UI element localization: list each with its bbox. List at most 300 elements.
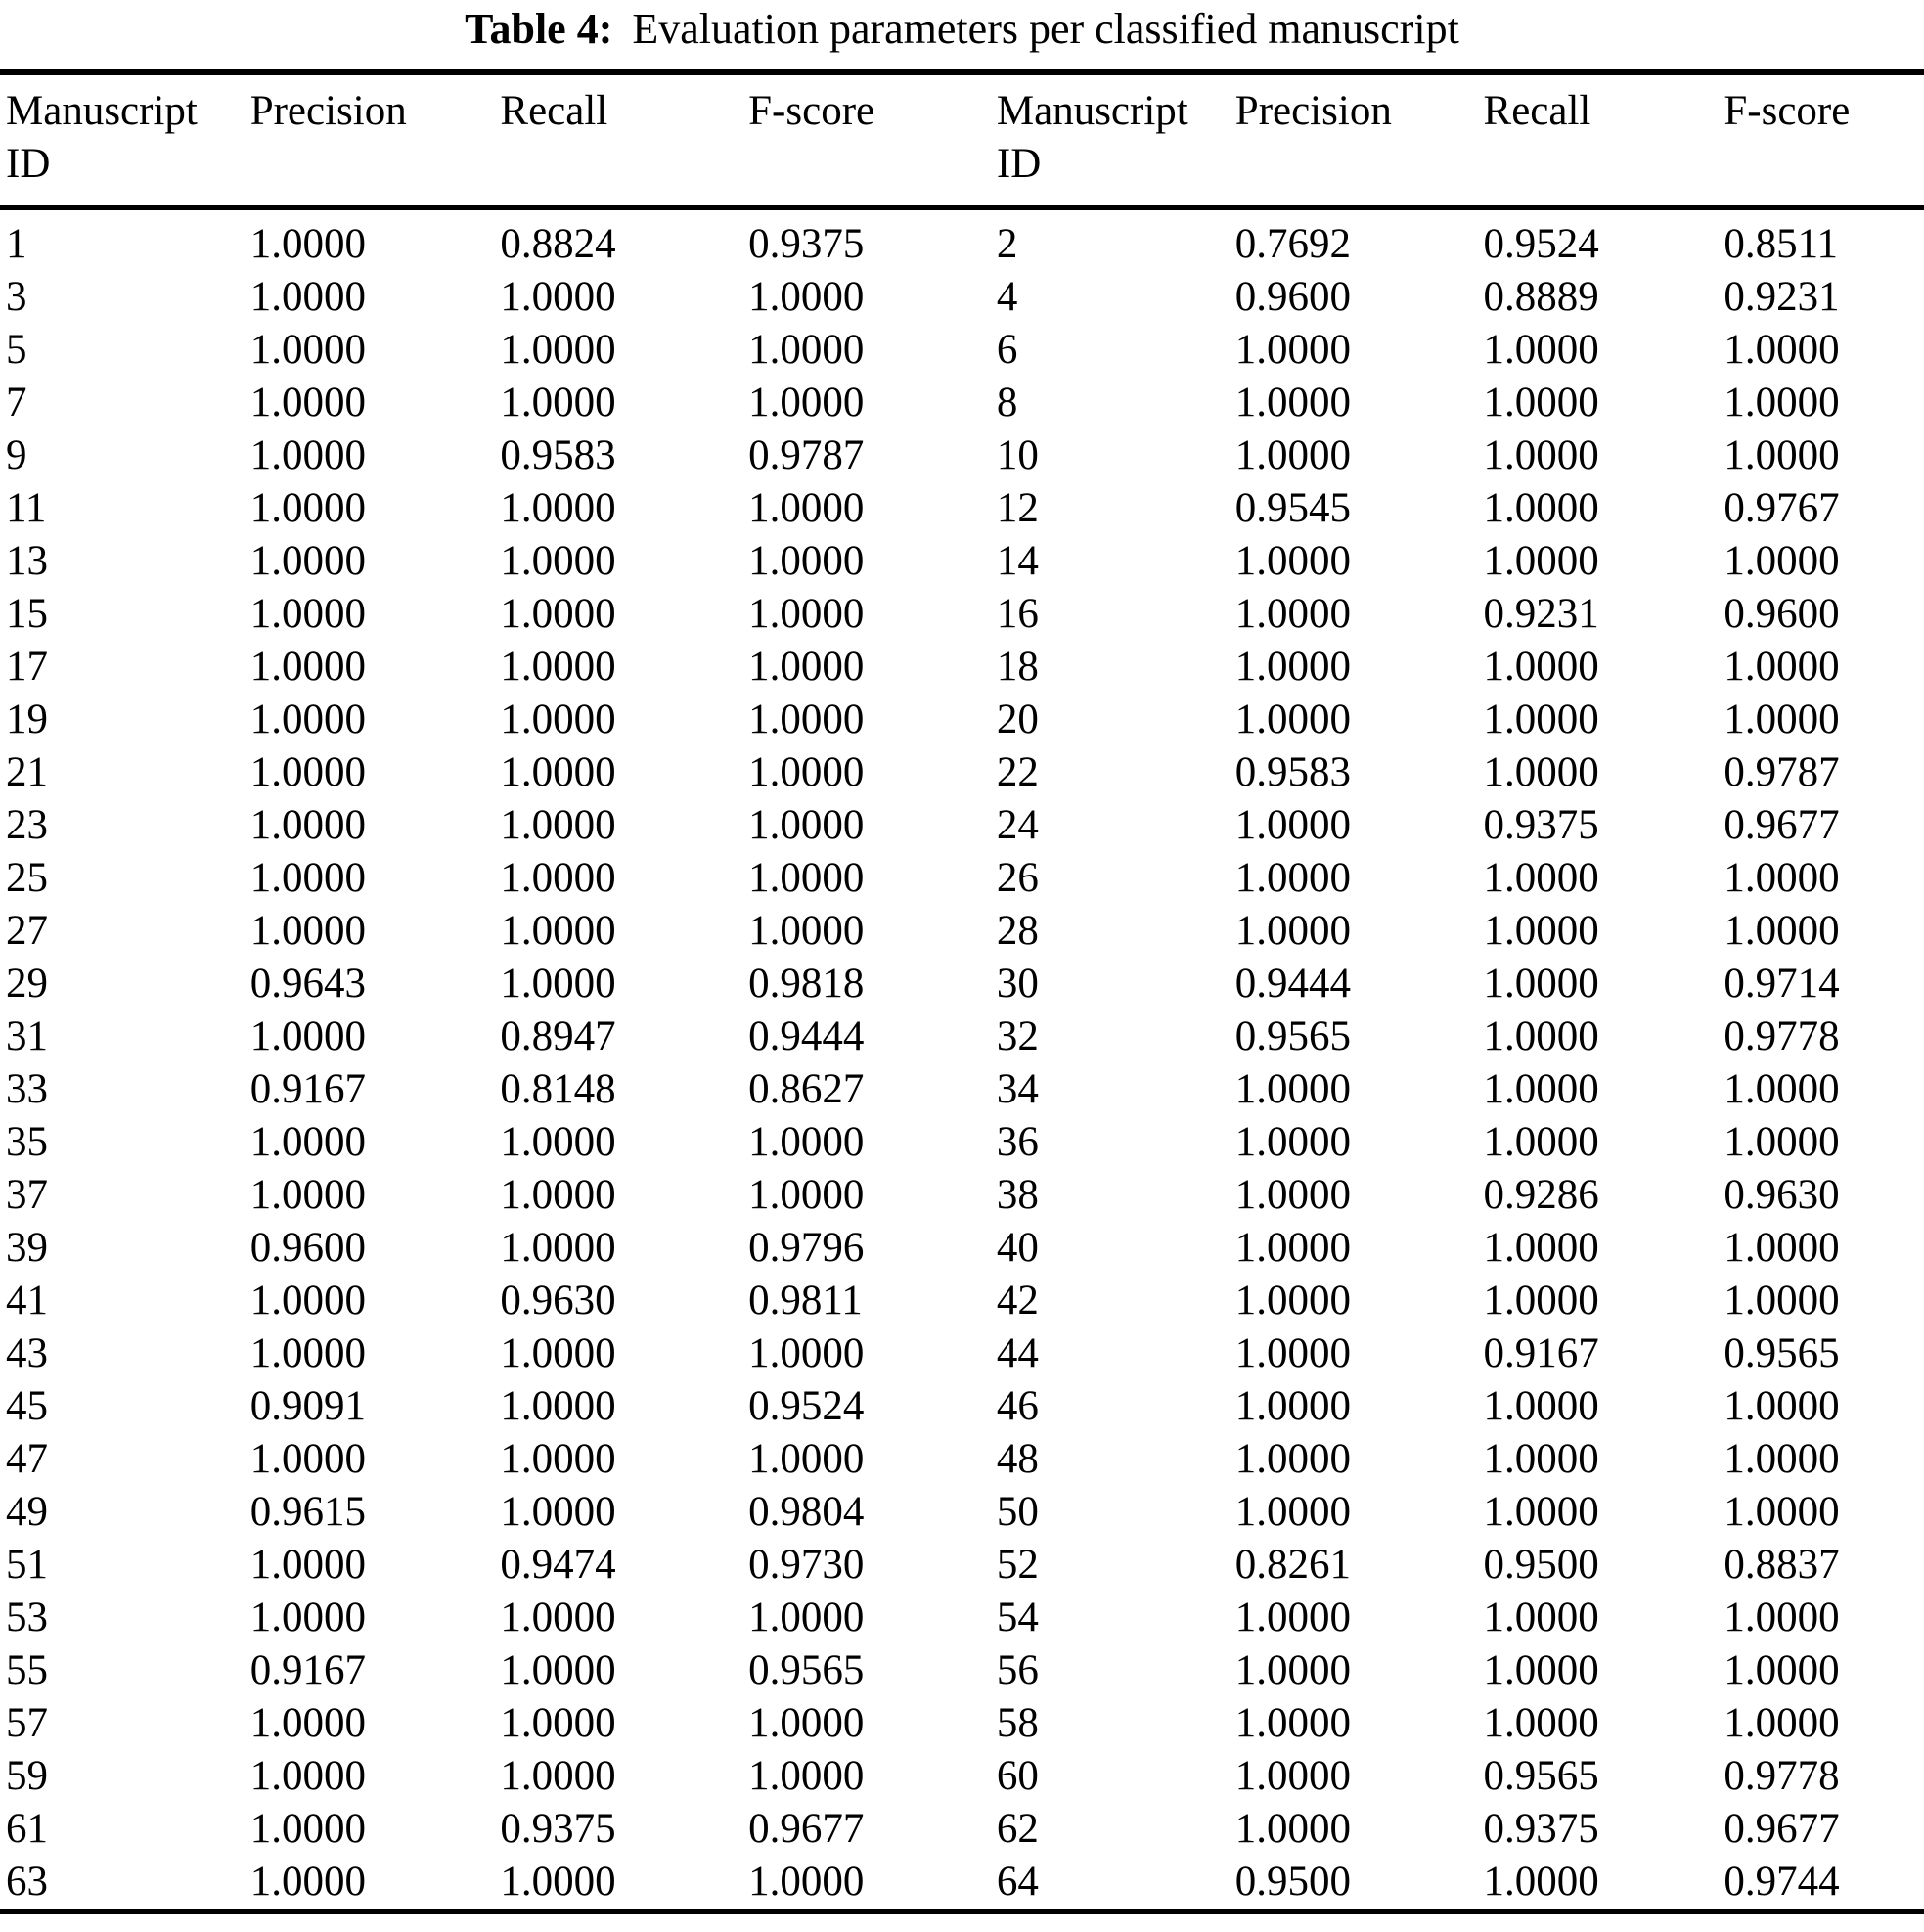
manuscript-id-cell: 23 [6, 802, 48, 849]
precision-cell: 1.0000 [249, 855, 366, 902]
recall-cell: 1.0000 [500, 855, 616, 902]
f-score-cell: 0.9677 [1723, 802, 1840, 849]
manuscript-id-cell: 2 [996, 221, 1018, 268]
recall-cell: 1.0000 [1483, 1278, 1599, 1325]
precision-cell: 1.0000 [249, 1859, 366, 1906]
manuscript-id-cell: 14 [996, 538, 1039, 585]
manuscript-id-cell: 64 [996, 1859, 1039, 1906]
table-row [0, 271, 1924, 324]
recall-cell: 0.8947 [500, 1013, 616, 1060]
f-score-cell: 1.0000 [748, 1436, 865, 1483]
f-score-cell: 1.0000 [748, 1330, 865, 1377]
precision-cell: 1.0000 [1234, 1225, 1352, 1272]
f-score-cell: 1.0000 [1723, 696, 1840, 743]
table-row [0, 746, 1924, 799]
manuscript-id-cell: 62 [996, 1806, 1039, 1853]
precision-cell: 0.9444 [1234, 961, 1352, 1008]
table-row [0, 1169, 1924, 1222]
manuscript-id-cell: 17 [6, 644, 48, 691]
f-score-cell: 1.0000 [1723, 1119, 1840, 1166]
f-score-cell: 1.0000 [1723, 1647, 1840, 1694]
f-score-cell: 1.0000 [1723, 327, 1840, 374]
precision-cell: 0.9565 [1234, 1013, 1352, 1060]
f-score-cell: 1.0000 [748, 644, 865, 691]
manuscript-id-cell: 28 [996, 908, 1039, 955]
manuscript-id-cell: 7 [6, 380, 27, 427]
manuscript-id-cell: 33 [6, 1066, 48, 1113]
manuscript-id-cell: 54 [996, 1595, 1039, 1641]
f-score-cell: 0.9787 [748, 432, 865, 479]
manuscript-id-cell: 18 [996, 644, 1039, 691]
precision-cell: 1.0000 [1234, 1595, 1352, 1641]
f-score-cell: 0.9630 [1723, 1172, 1840, 1219]
manuscript-id-cell: 29 [6, 961, 48, 1008]
header-f-score-right: F-score [1723, 72, 1924, 208]
manuscript-id-cell: 49 [6, 1489, 48, 1536]
table-row [0, 799, 1924, 852]
table-caption-label: Table 4: [465, 5, 613, 53]
precision-cell: 1.0000 [249, 1013, 366, 1060]
recall-cell: 1.0000 [1483, 538, 1599, 585]
f-score-cell: 0.9796 [748, 1225, 865, 1272]
table-row [0, 1539, 1924, 1592]
f-score-cell: 0.9730 [748, 1542, 865, 1589]
table-row [0, 958, 1924, 1011]
recall-cell: 1.0000 [500, 1225, 616, 1272]
manuscript-id-cell: 19 [6, 696, 48, 743]
f-score-cell: 1.0000 [748, 274, 865, 321]
precision-cell: 1.0000 [1234, 908, 1352, 955]
manuscript-id-cell: 52 [996, 1542, 1039, 1589]
recall-cell: 1.0000 [1483, 1700, 1599, 1747]
recall-cell: 0.9375 [1483, 1806, 1599, 1853]
table-row [0, 1327, 1924, 1380]
precision-cell: 1.0000 [249, 380, 366, 427]
manuscript-id-cell: 16 [996, 591, 1039, 638]
manuscript-id-cell: 40 [996, 1225, 1039, 1272]
manuscript-id-cell: 12 [996, 485, 1039, 532]
f-score-cell: 0.9804 [748, 1489, 865, 1536]
manuscript-id-cell: 11 [6, 485, 47, 532]
precision-cell: 1.0000 [249, 485, 366, 532]
precision-cell: 1.0000 [1234, 1172, 1352, 1219]
precision-cell: 1.0000 [1234, 1806, 1352, 1853]
manuscript-id-cell: 46 [996, 1383, 1039, 1430]
table-row [0, 1486, 1924, 1539]
manuscript-id-cell: 4 [996, 274, 1018, 321]
table-row [0, 482, 1924, 535]
manuscript-id-cell: 61 [6, 1806, 48, 1853]
manuscript-id-cell: 59 [6, 1753, 48, 1800]
precision-cell: 1.0000 [1234, 538, 1352, 585]
f-score-cell: 0.8837 [1723, 1542, 1840, 1589]
f-score-cell: 1.0000 [1723, 1278, 1840, 1325]
recall-cell: 1.0000 [1483, 1225, 1599, 1272]
manuscript-id-cell: 55 [6, 1647, 48, 1694]
table-row [0, 1275, 1924, 1327]
recall-cell: 1.0000 [1483, 327, 1599, 374]
precision-cell: 1.0000 [1234, 696, 1352, 743]
precision-cell: 1.0000 [249, 696, 366, 743]
precision-cell: 1.0000 [1234, 1119, 1352, 1166]
recall-cell: 1.0000 [500, 1330, 616, 1377]
recall-cell: 1.0000 [500, 908, 616, 955]
precision-cell: 1.0000 [249, 432, 366, 479]
precision-cell: 0.9500 [1234, 1859, 1352, 1906]
table-caption-text: Evaluation parameters per classified manuscript [632, 5, 1459, 53]
manuscript-id-cell: 60 [996, 1753, 1039, 1800]
f-score-cell: 0.9811 [748, 1278, 863, 1325]
recall-cell: 0.8889 [1483, 274, 1599, 321]
recall-cell: 0.9565 [1483, 1753, 1599, 1800]
manuscript-id-cell: 50 [996, 1489, 1039, 1536]
manuscript-id-cell: 6 [996, 327, 1018, 374]
precision-cell: 0.9167 [249, 1647, 366, 1694]
manuscript-id-cell: 34 [996, 1066, 1039, 1113]
manuscript-id-cell: 63 [6, 1859, 48, 1906]
recall-cell: 0.9583 [500, 432, 616, 479]
precision-cell: 0.9583 [1234, 749, 1352, 796]
manuscript-id-cell: 27 [6, 908, 48, 955]
recall-cell: 1.0000 [500, 696, 616, 743]
recall-cell: 1.0000 [1483, 1859, 1599, 1906]
precision-cell: 0.8261 [1234, 1542, 1352, 1589]
precision-cell: 0.9600 [249, 1225, 366, 1272]
manuscript-id-cell: 45 [6, 1383, 48, 1430]
f-score-cell: 0.8511 [1723, 221, 1839, 268]
f-score-cell: 0.9778 [1723, 1753, 1840, 1800]
f-score-cell: 1.0000 [1723, 855, 1840, 902]
recall-cell: 1.0000 [500, 274, 616, 321]
manuscript-id-cell: 26 [996, 855, 1039, 902]
manuscript-id-cell: 38 [996, 1172, 1039, 1219]
f-score-cell: 1.0000 [1723, 1595, 1840, 1641]
f-score-cell: 1.0000 [1723, 1383, 1840, 1430]
manuscript-id-cell: 39 [6, 1225, 48, 1272]
recall-cell: 0.9524 [1483, 221, 1599, 268]
f-score-cell: 1.0000 [1723, 1489, 1840, 1536]
precision-cell: 1.0000 [1234, 1753, 1352, 1800]
precision-cell: 1.0000 [1234, 380, 1352, 427]
f-score-cell: 1.0000 [1723, 1225, 1840, 1272]
header-row [0, 72, 1924, 208]
f-score-cell: 1.0000 [1723, 1436, 1840, 1483]
f-score-cell: 1.0000 [748, 855, 865, 902]
precision-cell: 1.0000 [249, 908, 366, 955]
manuscript-id-cell: 22 [996, 749, 1039, 796]
precision-cell: 1.0000 [249, 1436, 366, 1483]
recall-cell: 1.0000 [500, 1859, 616, 1906]
precision-cell: 1.0000 [249, 591, 366, 638]
table-row [0, 694, 1924, 746]
table-row [0, 852, 1924, 905]
table-row [0, 429, 1924, 482]
table-row [0, 324, 1924, 377]
f-score-cell: 1.0000 [748, 749, 865, 796]
table-caption [0, 0, 1924, 56]
f-score-cell: 1.0000 [1723, 1066, 1840, 1113]
f-score-cell: 0.9600 [1723, 591, 1840, 638]
recall-cell: 1.0000 [500, 961, 616, 1008]
manuscript-id-cell: 41 [6, 1278, 48, 1325]
precision-cell: 1.0000 [249, 1753, 366, 1800]
f-score-cell: 1.0000 [1723, 432, 1840, 479]
manuscript-id-cell: 8 [996, 380, 1018, 427]
f-score-cell: 0.9565 [748, 1647, 865, 1694]
recall-cell: 1.0000 [500, 1119, 616, 1166]
manuscript-id-cell: 24 [996, 802, 1039, 849]
f-score-cell: 0.9744 [1723, 1859, 1840, 1906]
table-row [0, 1856, 1924, 1911]
f-score-cell: 1.0000 [748, 802, 865, 849]
f-score-cell: 0.9778 [1723, 1013, 1840, 1060]
manuscript-id-cell: 20 [996, 696, 1039, 743]
precision-cell: 1.0000 [249, 1542, 366, 1589]
table-row [0, 1697, 1924, 1750]
precision-cell: 1.0000 [1234, 432, 1352, 479]
recall-cell: 1.0000 [500, 1647, 616, 1694]
manuscript-id-cell: 35 [6, 1119, 48, 1166]
f-score-cell: 0.9677 [1723, 1806, 1840, 1853]
manuscript-id-cell: 57 [6, 1700, 48, 1747]
recall-cell: 1.0000 [1483, 696, 1599, 743]
precision-cell: 1.0000 [249, 1172, 366, 1219]
precision-cell: 1.0000 [249, 1595, 366, 1641]
f-score-cell: 1.0000 [748, 696, 865, 743]
header-recall-left: Recall [500, 72, 748, 208]
header-f-score-left: F-score [748, 72, 997, 208]
precision-cell: 0.9167 [249, 1066, 366, 1113]
precision-cell: 1.0000 [1234, 1066, 1352, 1113]
precision-cell: 0.9615 [249, 1489, 366, 1536]
precision-cell: 1.0000 [249, 538, 366, 585]
f-score-cell: 1.0000 [1723, 908, 1840, 955]
f-score-cell: 0.9677 [748, 1806, 865, 1853]
precision-cell: 1.0000 [249, 274, 366, 321]
recall-cell: 1.0000 [1483, 1383, 1599, 1430]
recall-cell: 1.0000 [1483, 1595, 1599, 1641]
f-score-cell: 0.9767 [1723, 485, 1840, 532]
recall-cell: 1.0000 [500, 591, 616, 638]
recall-cell: 1.0000 [500, 1753, 616, 1800]
f-score-cell: 1.0000 [748, 327, 865, 374]
recall-cell: 1.0000 [1483, 1013, 1599, 1060]
recall-cell: 0.8824 [500, 221, 616, 268]
recall-cell: 1.0000 [500, 1172, 616, 1219]
manuscript-id-cell: 9 [6, 432, 27, 479]
manuscript-id-cell: 53 [6, 1595, 48, 1641]
recall-cell: 1.0000 [500, 1383, 616, 1430]
precision-cell: 1.0000 [249, 1119, 366, 1166]
precision-cell: 1.0000 [249, 327, 366, 374]
recall-cell: 1.0000 [1483, 1647, 1599, 1694]
recall-cell: 1.0000 [500, 1595, 616, 1641]
manuscript-id-cell: 3 [6, 274, 27, 321]
header-manuscript-id-right: Manuscript ID [997, 72, 1235, 208]
manuscript-id-cell: 15 [6, 591, 48, 638]
precision-cell: 1.0000 [1234, 855, 1352, 902]
recall-cell: 1.0000 [1483, 1436, 1599, 1483]
recall-cell: 1.0000 [1483, 1066, 1599, 1113]
f-score-cell: 1.0000 [748, 591, 865, 638]
manuscript-id-cell: 25 [6, 855, 48, 902]
f-score-cell: 1.0000 [1723, 380, 1840, 427]
table-body [0, 208, 1924, 1912]
recall-cell: 1.0000 [500, 1436, 616, 1483]
manuscript-id-cell: 1 [6, 221, 27, 268]
manuscript-id-cell: 37 [6, 1172, 48, 1219]
header-precision-right: Precision [1235, 72, 1484, 208]
recall-cell: 0.9474 [500, 1542, 616, 1589]
precision-cell: 1.0000 [1234, 1700, 1352, 1747]
recall-cell: 1.0000 [500, 380, 616, 427]
recall-cell: 1.0000 [1483, 749, 1599, 796]
manuscript-id-cell: 30 [996, 961, 1039, 1008]
table-row [0, 1433, 1924, 1486]
precision-cell: 1.0000 [1234, 591, 1352, 638]
precision-cell: 1.0000 [249, 1806, 366, 1853]
f-score-cell: 0.9231 [1723, 274, 1840, 321]
f-score-cell: 1.0000 [748, 380, 865, 427]
recall-cell: 0.9286 [1483, 1172, 1599, 1219]
table-row [0, 1380, 1924, 1433]
table-row [0, 377, 1924, 429]
manuscript-id-cell: 58 [996, 1700, 1039, 1747]
table-row [0, 1063, 1924, 1116]
recall-cell: 0.9375 [1483, 802, 1599, 849]
table-row [0, 1592, 1924, 1644]
recall-cell: 0.8148 [500, 1066, 616, 1113]
recall-cell: 1.0000 [1483, 380, 1599, 427]
recall-cell: 1.0000 [1483, 644, 1599, 691]
recall-cell: 0.9630 [500, 1278, 616, 1325]
precision-cell: 1.0000 [1234, 1383, 1352, 1430]
table-row [0, 1644, 1924, 1697]
table-row [0, 535, 1924, 588]
recall-cell: 1.0000 [1483, 432, 1599, 479]
header-recall-right: Recall [1484, 72, 1724, 208]
recall-cell: 1.0000 [500, 1489, 616, 1536]
precision-cell: 0.9091 [249, 1383, 366, 1430]
header-manuscript-id-left: Manuscript ID [0, 72, 250, 208]
precision-cell: 0.9600 [1234, 274, 1352, 321]
recall-cell: 1.0000 [500, 327, 616, 374]
manuscript-id-cell: 51 [6, 1542, 48, 1589]
manuscript-id-cell: 42 [996, 1278, 1039, 1325]
f-score-cell: 0.9375 [748, 221, 865, 268]
precision-cell: 1.0000 [1234, 1647, 1352, 1694]
table-header [0, 72, 1924, 208]
precision-cell: 1.0000 [249, 221, 366, 268]
header-precision-left: Precision [250, 72, 501, 208]
f-score-cell: 1.0000 [1723, 644, 1840, 691]
table-row [0, 588, 1924, 641]
manuscript-id-cell: 5 [6, 327, 27, 374]
recall-cell: 0.9375 [500, 1806, 616, 1853]
precision-cell: 1.0000 [1234, 1330, 1352, 1377]
table-row [0, 1011, 1924, 1063]
recall-cell: 1.0000 [1483, 1119, 1599, 1166]
recall-cell: 1.0000 [1483, 485, 1599, 532]
f-score-cell: 0.9787 [1723, 749, 1840, 796]
f-score-cell: 1.0000 [748, 1119, 865, 1166]
manuscript-id-cell: 48 [996, 1436, 1039, 1483]
recall-cell: 1.0000 [1483, 855, 1599, 902]
f-score-cell: 0.9714 [1723, 961, 1840, 1008]
precision-cell: 1.0000 [249, 644, 366, 691]
precision-cell: 1.0000 [1234, 1436, 1352, 1483]
table-row [0, 905, 1924, 958]
f-score-cell: 1.0000 [748, 1700, 865, 1747]
precision-cell: 0.7692 [1234, 221, 1352, 268]
manuscript-id-cell: 36 [996, 1119, 1039, 1166]
recall-cell: 1.0000 [500, 802, 616, 849]
manuscript-id-cell: 13 [6, 538, 48, 585]
f-score-cell: 1.0000 [748, 1753, 865, 1800]
f-score-cell: 0.9818 [748, 961, 865, 1008]
f-score-cell: 1.0000 [748, 1859, 865, 1906]
recall-cell: 1.0000 [500, 538, 616, 585]
f-score-cell: 1.0000 [748, 1172, 865, 1219]
recall-cell: 1.0000 [500, 485, 616, 532]
table-row [0, 1222, 1924, 1275]
recall-cell: 1.0000 [1483, 908, 1599, 955]
table-row [0, 208, 1924, 272]
precision-cell: 1.0000 [1234, 327, 1352, 374]
f-score-cell: 1.0000 [1723, 1700, 1840, 1747]
f-score-cell: 1.0000 [1723, 538, 1840, 585]
precision-cell: 1.0000 [249, 1330, 366, 1377]
table-row [0, 1116, 1924, 1169]
table-row [0, 1803, 1924, 1856]
f-score-cell: 0.9444 [748, 1013, 865, 1060]
precision-cell: 1.0000 [249, 802, 366, 849]
recall-cell: 0.9231 [1483, 591, 1599, 638]
precision-cell: 1.0000 [249, 1278, 366, 1325]
manuscript-id-cell: 56 [996, 1647, 1039, 1694]
recall-cell: 0.9500 [1483, 1542, 1599, 1589]
f-score-cell: 1.0000 [748, 908, 865, 955]
f-score-cell: 1.0000 [748, 538, 865, 585]
recall-cell: 1.0000 [500, 749, 616, 796]
recall-cell: 0.9167 [1483, 1330, 1599, 1377]
table-row [0, 1750, 1924, 1803]
recall-cell: 1.0000 [500, 644, 616, 691]
manuscript-id-cell: 43 [6, 1330, 48, 1377]
precision-cell: 1.0000 [249, 1700, 366, 1747]
recall-cell: 1.0000 [1483, 1489, 1599, 1536]
table-row [0, 641, 1924, 694]
recall-cell: 1.0000 [1483, 961, 1599, 1008]
precision-cell: 1.0000 [1234, 644, 1352, 691]
recall-cell: 1.0000 [500, 1700, 616, 1747]
precision-cell: 0.9545 [1234, 485, 1352, 532]
precision-cell: 0.9643 [249, 961, 366, 1008]
precision-cell: 1.0000 [249, 749, 366, 796]
manuscript-id-cell: 44 [996, 1330, 1039, 1377]
f-score-cell: 0.9524 [748, 1383, 865, 1430]
f-score-cell: 0.8627 [748, 1066, 865, 1113]
f-score-cell: 1.0000 [748, 485, 865, 532]
manuscript-id-cell: 10 [996, 432, 1039, 479]
manuscript-id-cell: 32 [996, 1013, 1039, 1060]
manuscript-id-cell: 21 [6, 749, 48, 796]
precision-cell: 1.0000 [1234, 1489, 1352, 1536]
f-score-cell: 0.9565 [1723, 1330, 1840, 1377]
precision-cell: 1.0000 [1234, 802, 1352, 849]
manuscript-id-cell: 31 [6, 1013, 48, 1060]
evaluation-table [0, 69, 1924, 1915]
